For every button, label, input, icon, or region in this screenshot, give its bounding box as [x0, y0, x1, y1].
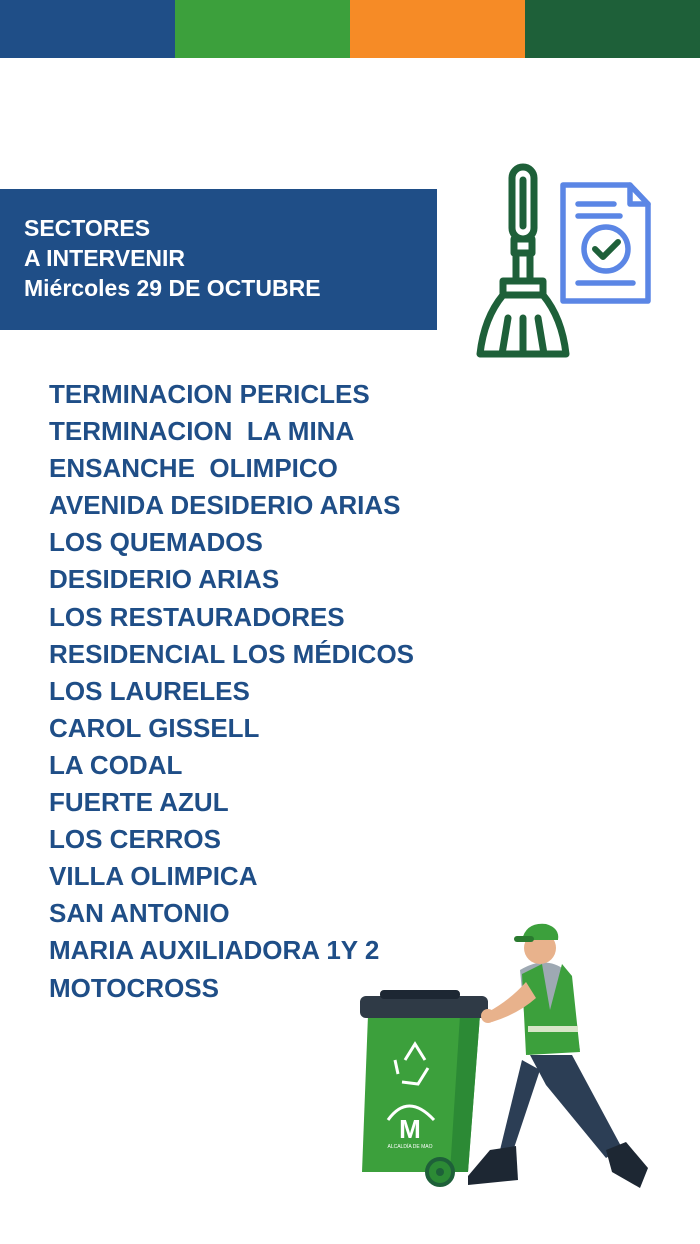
- sector-item: MOTOCROSS: [49, 972, 219, 1003]
- sector-item: FUERTE AZUL: [49, 787, 229, 818]
- sector-item: SAN ANTONIO: [49, 898, 230, 929]
- color-segment-dark-green: [525, 0, 700, 58]
- worker-hand: [481, 1009, 495, 1023]
- broom-icon: [480, 167, 566, 354]
- worker-back-boot: [468, 1146, 518, 1185]
- bin-handle: [380, 990, 460, 999]
- checked-document-icon: [563, 185, 648, 301]
- bin-logo-letter: M: [399, 1114, 421, 1144]
- header-line-intervenir: A INTERVENIR: [24, 245, 186, 271]
- worker-back-leg: [500, 1060, 540, 1154]
- worker-cap-visor: [514, 936, 534, 942]
- sector-item: TERMINACION PERICLES: [49, 379, 370, 409]
- color-segment-orange: [350, 0, 525, 58]
- sector-item: LOS RESTAURADORES: [49, 601, 345, 632]
- bin-logo-text: ALCALDÍA DE MAO: [387, 1144, 433, 1150]
- color-segment-blue: [0, 0, 175, 58]
- vest-reflective-stripe: [528, 1026, 578, 1032]
- bin-wheel-hub: [436, 1168, 444, 1176]
- bin-lid: [360, 996, 488, 1018]
- top-color-bar: [0, 0, 700, 58]
- sector-item: AVENIDA DESIDERIO ARIAS: [49, 490, 401, 521]
- sector-item: MARIA AUXILIADORA 1Y 2: [49, 935, 380, 966]
- sector-item: DESIDERIO ARIAS: [49, 564, 280, 595]
- header-box: [0, 189, 437, 330]
- sector-item: LA CODAL: [49, 749, 183, 780]
- worker-front-boot: [606, 1142, 648, 1188]
- sector-item: LOS QUEMADOS: [49, 527, 263, 558]
- sector-item: CAROL GISSELL: [49, 712, 260, 743]
- header-line-date: Miércoles 29 DE OCTUBRE: [24, 275, 321, 301]
- sector-item: TERMINACION LA MINA: [49, 416, 355, 447]
- sector-item: ENSANCHE OLIMPICO: [49, 453, 338, 484]
- sector-item: RESIDENCIAL LOS MÉDICOS: [49, 638, 415, 669]
- worker-front-leg: [530, 1055, 622, 1158]
- sector-item: LOS LAURELES: [49, 675, 250, 706]
- top-icons: [470, 158, 660, 363]
- sector-item: LOS CERROS: [49, 824, 221, 855]
- sector-item: VILLA OLIMPICA: [49, 861, 258, 892]
- color-segment-green: [175, 0, 350, 58]
- sanitation-worker-illustration: [350, 910, 660, 1210]
- header-line-sectores: SECTORES: [24, 215, 151, 241]
